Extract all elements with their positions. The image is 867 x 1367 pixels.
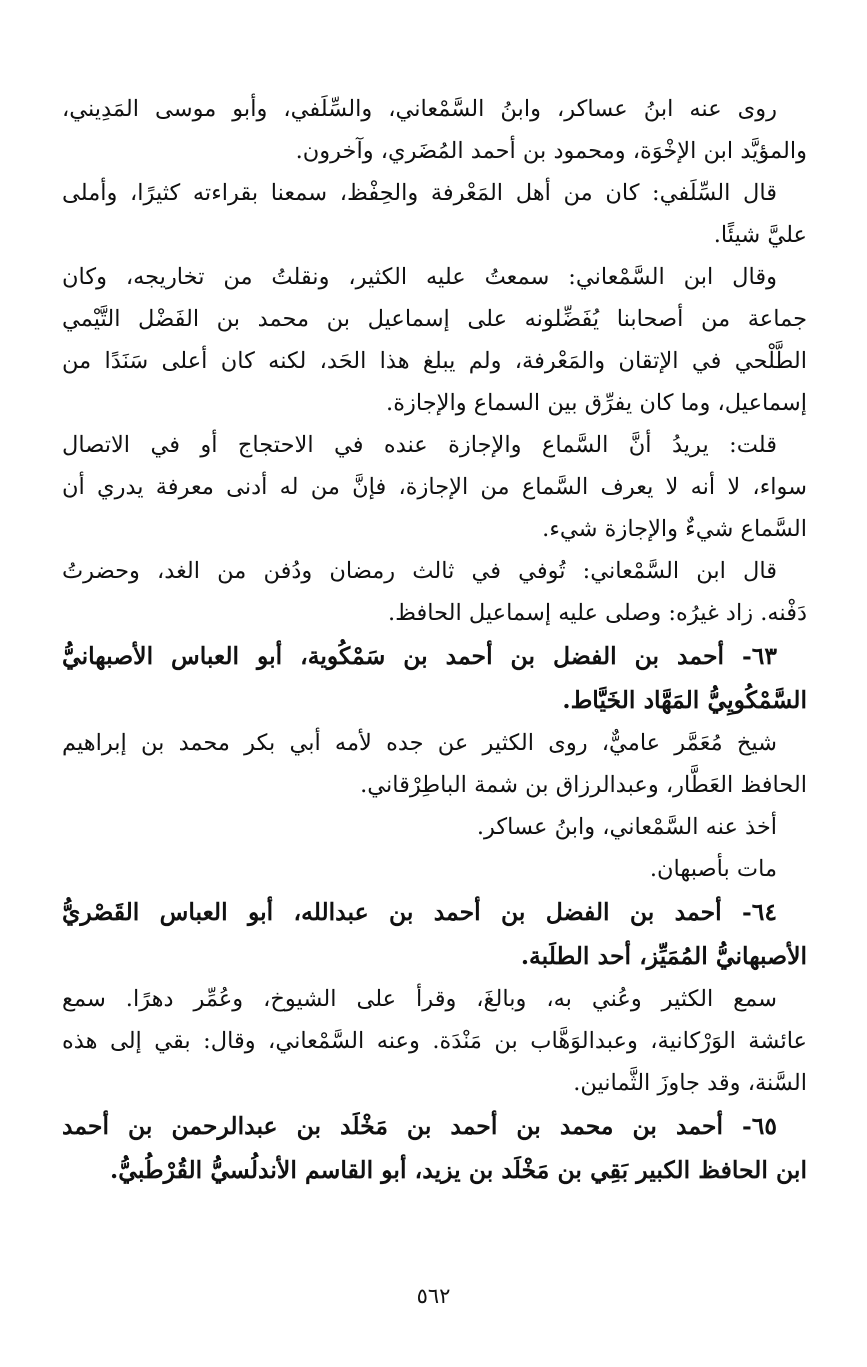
text-line: إسماعيل، وما كان يفرِّق بين السماع والإجازة. (386, 390, 807, 416)
text-line: عليَّ شيئًا. (713, 222, 807, 248)
text-line: وقال ابن السَّمْعاني: سمعتُ عليه الكثير، ونقلتُ من تخاريجه، وكان (62, 264, 777, 290)
text-line: سمع الكثير وعُني به، وبالغَ، وقرأ على الشيوخ، وعُمِّر دهرًا. سمع (62, 986, 777, 1012)
text-line: أخذ عنه السَّمْعاني، وابنُ عساكر. (476, 814, 777, 840)
entry-heading-64-cont: الأصبهانيُّ المُمَيِّز، أحد الطلَبة. (520, 942, 807, 970)
entry-heading-64: ٦٤- أحمد بن الفضل بن أحمد بن عبدالله، أبو العباس القَصْريُّ (62, 898, 777, 926)
entry-heading-65: ٦٥- أحمد بن محمد بن أحمد بن مَخْلَد بن عبدالرحمن بن أحمد (62, 1112, 777, 1140)
text-line: روى عنه ابنُ عساكر، وابنُ السَّمْعاني، والسِّلَفي، وأبو موسى المَدِيني، (62, 96, 777, 122)
body-text (62, 88, 807, 1192)
text-line: عائشة الوَرْكانية، وعبدالوَهَّاب بن مَنْدَة. وعنه السَّمْعاني، وقال: بقي إلى هذه (62, 1028, 807, 1054)
text-line: السَّنة، وقد جاوزَ الثَّمانين. (573, 1070, 807, 1096)
text-line: الحافظ العَطَّار، وعبدالرزاق بن شمة الباطِرْقاني. (360, 772, 807, 798)
text-line: والمؤيَّد ابن الإخْوَة، ومحمود بن أحمد المُضَري، وآخرون. (295, 138, 807, 164)
page-number: ٥٦٢ (416, 1284, 451, 1308)
entry-heading-63: ٦٣- أحمد بن الفضل بن أحمد بن سَمْكُوية، أبو العباس الأصبهانيُّ (62, 642, 777, 670)
text-line: السَّماع شيءٌ والإجازة شيء. (542, 516, 807, 542)
text-line: جماعة من أصحابنا يُفَضِّلونه على إسماعيل بن محمد بن الفَضْل التَّيْمي (62, 306, 807, 332)
text-line: الطَّلْحي في الإتقان والمَعْرفة، ولم يبلغ هذا الحَد، لكنه كان أعلى سَنَدًا من (62, 348, 807, 374)
text-line: سواء، لا أنه لا يعرف السَّماع من الإجازة، فإنَّ من له أدنى معرفة يدري أن (62, 474, 807, 500)
text-line: قال السِّلَفي: كان من أهل المَعْرفة والحِفْظ، سمعنا بقراءته كثيرًا، وأملى (62, 180, 777, 206)
entry-heading-63-cont: السَّمْكُويِيُّ المَهَّاد الخَيَّاط. (562, 686, 807, 714)
text-line: قلت: يريدُ أنَّ السَّماع والإجازة عنده في الاحتجاج أو في الاتصال (62, 432, 777, 458)
text-line: قال ابن السَّمْعاني: تُوفي في ثالث رمضان ودُفن من الغد، وحضرتُ (62, 558, 777, 584)
text-line: مات بأصبهان. (649, 856, 777, 882)
entry-heading-65-cont: ابن الحافظ الكبير بَقِي بن مَخْلَد بن يزيد، أبو القاسم الأندلُسيُّ القُرْطُبيُّ. (110, 1156, 807, 1184)
text-line: دَفْنه. زاد غيرُه: وصلى عليه إسماعيل الحافظ. (387, 600, 807, 626)
text-line: شيخ مُعَمَّر عاميٌّ، روى الكثير عن جده لأمه أبي بكر محمد بن إبراهيم (62, 730, 777, 756)
